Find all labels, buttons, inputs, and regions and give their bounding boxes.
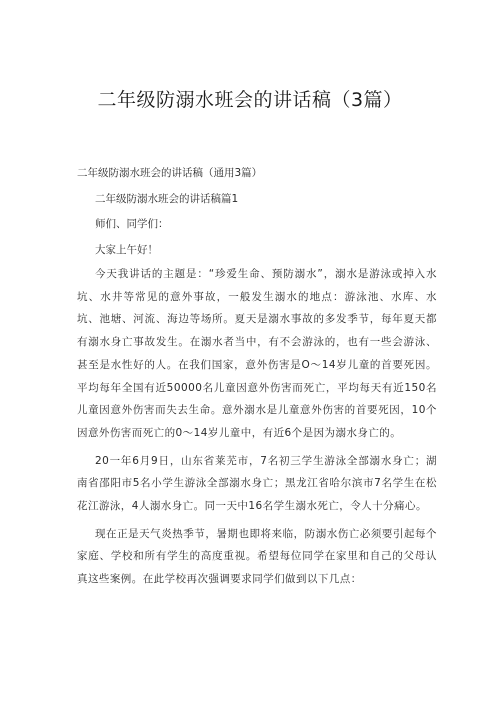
section-heading: 二年级防溺水班会的讲话稿篇1 [95, 192, 239, 205]
body-paragraph-1: 今天我讲话的主题是：“珍爱生命、预防溺水”，溺水是游泳或掉入水坑、水井等常见的意外事故，一般发生溺水的地点：游泳池、水库、水坑、池塘、河流、海边等场所。夏天是溺水事故的多发季节，每年夏天都有溺水身亡事故发生。在溺水者当中，有不会游泳的，也有一些会游泳、甚至是水性好的人。在我们国家，意外伤害是O～14岁儿童的首要死因。平均每年全国有近50000名儿童因意外伤害而死亡，平均每天有近150名儿童因意外伤害而失去生命。意外溺水是儿童意外伤害的首要死因，10个因意外伤害而死亡的0～14岁儿童中，有近6个是因为溺水身亡的。 [77, 268, 437, 439]
salutation: 师们、同学们： [95, 218, 169, 230]
document-title: 二年级防溺水班会的讲话稿（3篇） [97, 89, 403, 111]
body-paragraph-3: 现在正是天气炎热季节，暑期也即将来临，防溺水伤亡必须要引起每个家庭、学校和所有学生的高度重视。希望每位同学在家里和自己的父母认真这些案例。在此学校再次强调要求同学们做到以下几点： [77, 527, 437, 586]
document-subtitle: 二年级防溺水班会的讲话稿（通用3篇） [77, 167, 263, 179]
document-body [77, 161, 437, 591]
greeting: 大家上午好！ [95, 243, 158, 256]
body-paragraph-2: 20一年6月9日，山东省莱芜市，7名初三学生游泳全部溺水身亡；湖南省邵阳市5名小学生游泳全部溺水身亡；黑龙江省哈尔滨市7名学生在松花江游泳，4人溺水身亡。同一天中16名学生溺水死亡，令人十分痛心。 [77, 454, 437, 513]
